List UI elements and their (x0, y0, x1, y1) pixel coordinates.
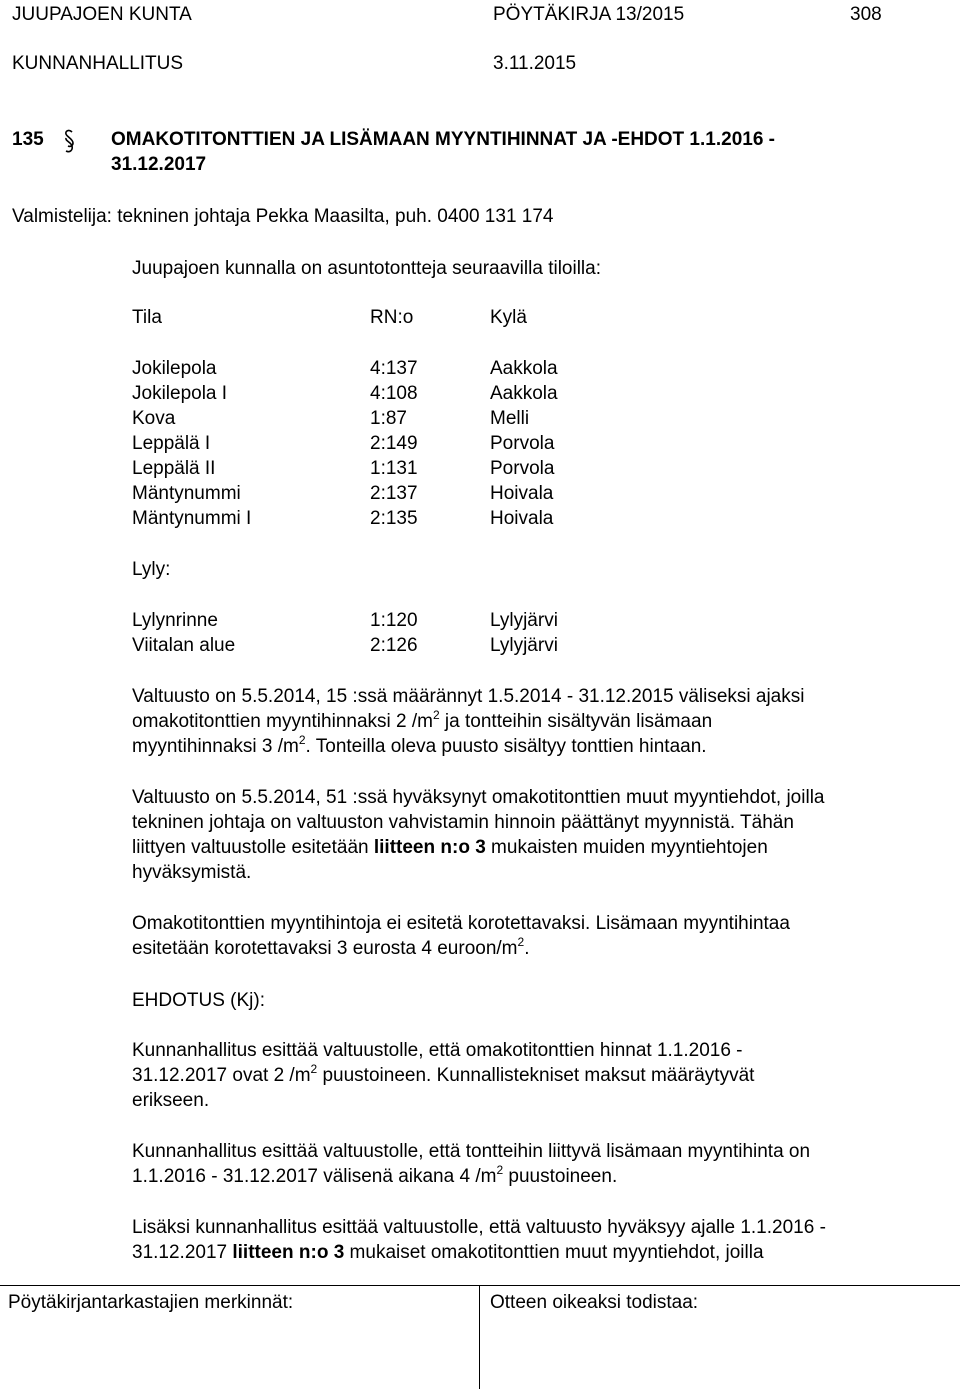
attachment-reference: liitteen n:o 3 (232, 1242, 345, 1263)
text-line (132, 1164, 912, 1189)
superscript: 2 (496, 1162, 504, 1177)
text-segment: liittyen valtuustolle esitetään (132, 837, 374, 858)
table-cell-kyla: Lylyjärvi (490, 610, 558, 631)
table-cell-tila: Kova (132, 408, 176, 429)
table-cell-rno: 1:87 (370, 408, 407, 429)
superscript: 2 (432, 707, 440, 722)
text-line: hyväksymistä. (132, 862, 252, 883)
paragraph-proposal-terms (132, 1215, 912, 1265)
preparer-line: Valmistelija: tekninen johtaja Pekka Maasilta, puh. 0400 131 174 (12, 206, 554, 227)
text-line: Kunnanhallitus esittää valtuustolle, että tontteihin liittyvä lisämaan myyntihinta on (132, 1141, 811, 1162)
item-number: 135 (12, 129, 44, 150)
superscript: 2 (310, 1061, 318, 1076)
table-cell-rno: 2:135 (370, 508, 418, 529)
text-line: tekninen johtaja on valtuuston vahvistamin hinnoin päättänyt myynnistä. Tähän (132, 812, 794, 833)
text-segment: ja tontteihin sisältyvän lisämaan (439, 711, 713, 732)
paragraph-valtuusto-15 (132, 684, 912, 759)
table-cell-kyla: Aakkola (490, 358, 558, 379)
table-cell-rno: 4:108 (370, 383, 418, 404)
table-cell-rno: 2:149 (370, 433, 418, 454)
text-segment: mukaisten muiden myyntiehtojen (485, 837, 768, 858)
attachment-reference: liitteen n:o 3 (373, 837, 486, 858)
table-cell-rno: 4:137 (370, 358, 418, 379)
table-cell-kyla: Melli (490, 408, 530, 429)
text-line: Lisäksi kunnanhallitus esittää valtuustolle, että valtuusto hyväksyy ajalle 1.1.2016 - (132, 1217, 826, 1238)
paragraph-proposal-extra-land (132, 1139, 912, 1189)
text-segment: puustoineen. (503, 1166, 618, 1187)
text-segment: . (524, 938, 530, 959)
text-segment: mukaiset omakotitonttien muut myyntiehdot, joilla (344, 1242, 764, 1263)
table-cell-rno: 1:131 (370, 458, 418, 479)
table-header-rno: RN:o (370, 307, 414, 328)
table-cell-rno: 2:137 (370, 483, 418, 504)
text-line (132, 1063, 912, 1088)
header-municipality: JUUPAJOEN KUNTA (12, 4, 192, 25)
text-segment: omakotitonttien myyntihinnaksi 2 /m (132, 711, 433, 732)
header-date: 3.11.2015 (493, 53, 577, 74)
item-title-line2: 31.12.2017 (111, 154, 207, 175)
table-cell-tila: Mäntynummi (132, 483, 241, 504)
table-header-tila: Tila (132, 307, 162, 328)
section-sign-icon (62, 128, 76, 156)
table-cell-kyla: Hoivala (490, 483, 554, 504)
text-line (132, 1240, 912, 1265)
text-line: Valtuusto on 5.5.2014, 51 :ssä hyväksynyt omakotitonttien muut myyntiehdot, joilla (132, 787, 825, 808)
footer-divider (0, 1285, 960, 1286)
footer-certification-label: Otteen oikeaksi todistaa: (490, 1292, 699, 1313)
text-segment: myyntihinnaksi 3 /m (132, 736, 299, 757)
header-page-number: 308 (850, 4, 882, 25)
text-segment: 1.1.2016 - 31.12.2017 välisenä aikana 4 /m (132, 1166, 497, 1187)
text-line (132, 734, 912, 759)
header-document-number: PÖYTÄKIRJA 13/2015 (493, 4, 685, 25)
header-body: KUNNANHALLITUS (12, 53, 184, 74)
text-line (132, 709, 912, 734)
footer-reviewers-label: Pöytäkirjantarkastajien merkinnät: (8, 1292, 294, 1313)
table-cell-tila: Jokilepola I (132, 383, 228, 404)
paragraph-valtuusto-51 (132, 785, 912, 885)
text-segment: puustoineen. Kunnallistekniset maksut määräytyvät (317, 1065, 755, 1086)
text-line (132, 835, 912, 860)
text-line: Kunnanhallitus esittää valtuustolle, että omakotitonttien hinnat 1.1.2016 - (132, 1040, 743, 1061)
table-cell-tila: Leppälä II (132, 458, 216, 479)
superscript: 2 (517, 934, 525, 949)
group-label-lyly: Lyly: (132, 559, 171, 580)
intro-text: Juupajoen kunnalla on asuntotontteja seuraavilla tiloilla: (132, 258, 601, 279)
text-line: Omakotitonttien myyntihintoja ei esitetä korotettavaksi. Lisämaan myyntihintaa (132, 913, 790, 934)
text-line: Valtuusto on 5.5.2014, 15 :ssä määrännyt 1.5.2014 - 31.12.2015 väliseksi ajaksi (132, 686, 805, 707)
table-cell-rno: 1:120 (370, 610, 418, 631)
paragraph-proposal-prices (132, 1038, 912, 1113)
table-cell-tila: Leppälä I (132, 433, 211, 454)
table-cell-tila: Mäntynummi I (132, 508, 252, 529)
table-cell-kyla: Aakkola (490, 383, 558, 404)
table-header-kyla: Kylä (490, 307, 527, 328)
text-segment: 31.12.2017 (132, 1242, 233, 1263)
table-cell-kyla: Porvola (490, 458, 555, 479)
text-segment: esitetään korotettavaksi 3 eurosta 4 euroon/m (132, 938, 518, 959)
item-title-line1: OMAKOTITONTTIEN JA LISÄMAAN MYYNTIHINNAT JA -EHDOT 1.1.2016 - (111, 129, 775, 150)
text-segment: 31.12.2017 ovat 2 /m (132, 1065, 311, 1086)
table-cell-kyla: Hoivala (490, 508, 554, 529)
paragraph-price-note (132, 911, 912, 961)
superscript: 2 (298, 732, 306, 747)
table-cell-kyla: Porvola (490, 433, 555, 454)
table-cell-tila: Jokilepola (132, 358, 217, 379)
table-cell-tila: Viitalan alue (132, 635, 236, 656)
table-cell-tila: Lylynrinne (132, 610, 218, 631)
text-segment: . Tonteilla oleva puusto sisältyy tonttien hintaan. (305, 736, 707, 757)
text-line: erikseen. (132, 1090, 210, 1111)
text-line (132, 936, 912, 961)
footer-column-divider (479, 1285, 480, 1389)
proposal-heading: EHDOTUS (Kj): (132, 990, 265, 1011)
table-cell-kyla: Lylyjärvi (490, 635, 558, 656)
table-cell-rno: 2:126 (370, 635, 418, 656)
